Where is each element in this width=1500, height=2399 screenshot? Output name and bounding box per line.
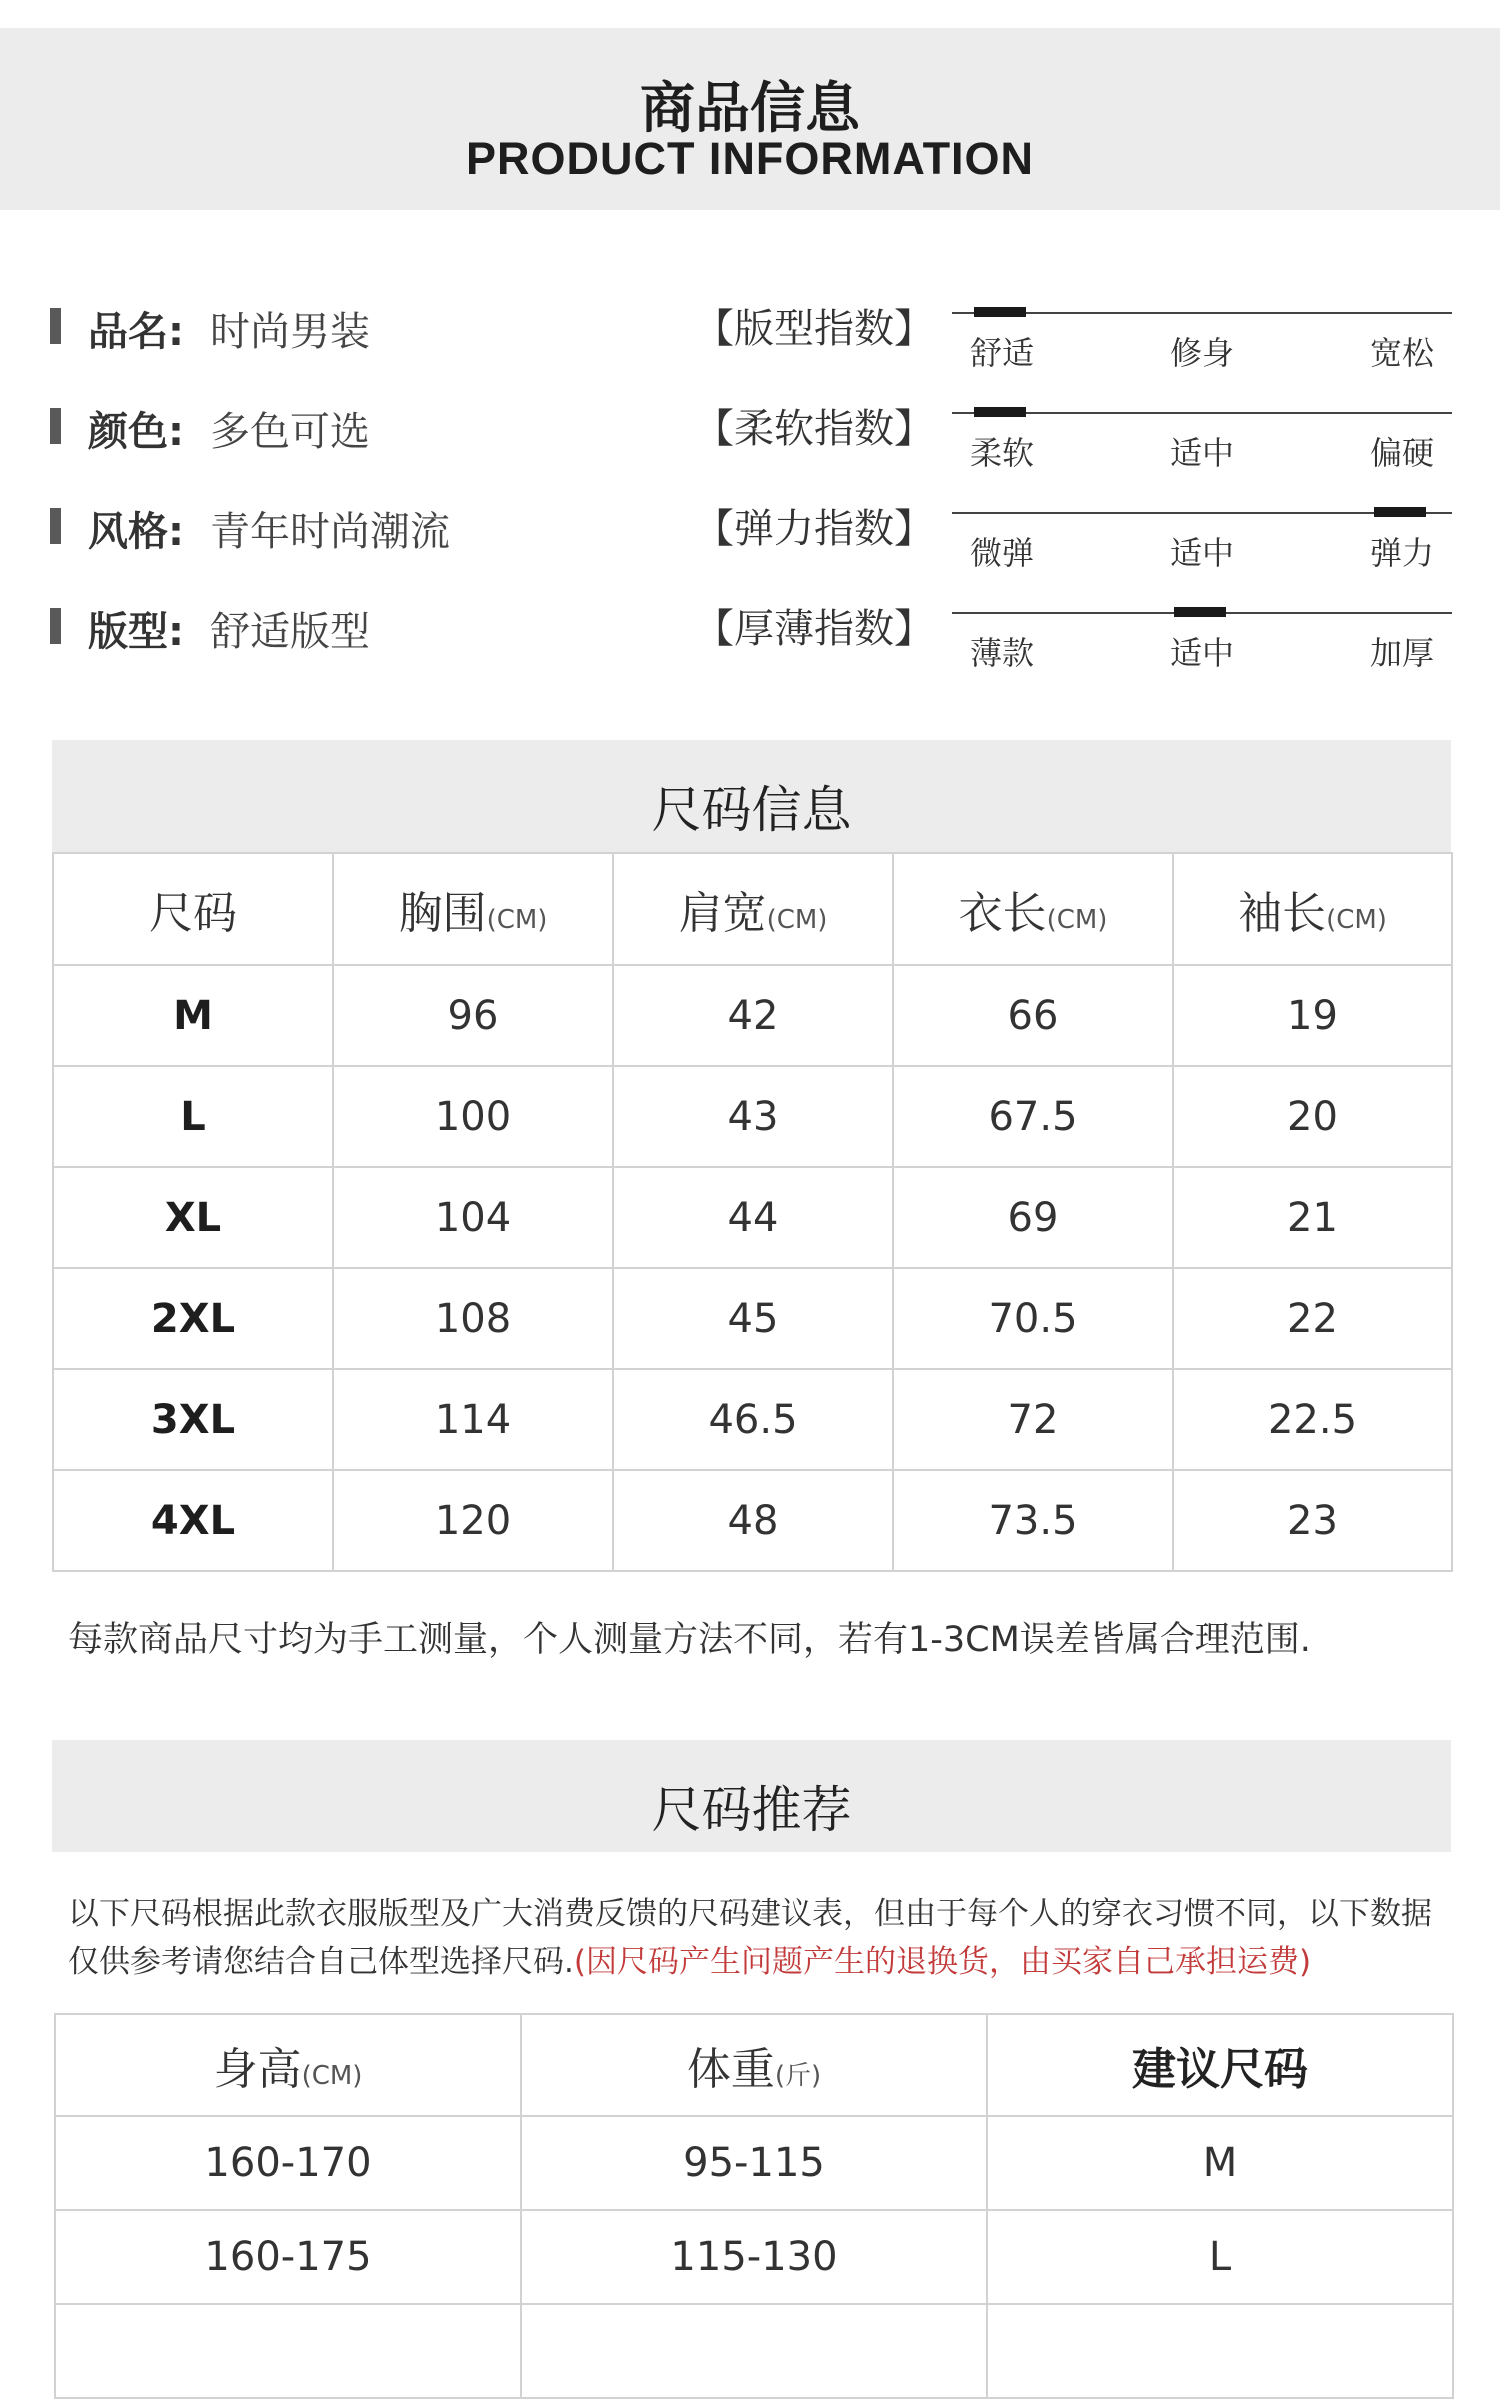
table-cell: 21 — [1173, 1167, 1452, 1268]
bullet-bar-icon — [50, 408, 61, 444]
table-row — [55, 2304, 1453, 2398]
column-header-label: 袖长 — [1238, 888, 1327, 939]
size-info-header — [52, 740, 1451, 852]
unit-label: (CM) — [766, 905, 828, 935]
table-cell: 115-130 — [521, 2210, 987, 2304]
table-cell: XL — [53, 1167, 333, 1268]
recommend-description — [68, 1890, 1448, 1986]
table-cell: 95-115 — [521, 2116, 987, 2210]
scale-line — [952, 312, 1452, 314]
column-header-label: 胸围 — [398, 888, 487, 939]
column-header — [333, 853, 613, 965]
table-cell: 69 — [893, 1167, 1173, 1268]
table-cell: 22.5 — [1173, 1369, 1452, 1470]
column-header — [53, 853, 333, 965]
scale-option: 舒适 — [970, 334, 1035, 372]
table-row — [55, 2116, 1453, 2210]
table-cell: 160-175 — [55, 2210, 521, 2304]
attr-label: 版型: — [88, 609, 184, 655]
section-title: 尺码信息 — [651, 781, 852, 839]
attr-value: 多色可选 — [210, 409, 370, 455]
scale-option: 偏硬 — [1370, 434, 1435, 472]
table-cell: 48 — [613, 1470, 893, 1571]
attr-label: 风格: — [88, 509, 184, 555]
column-header-label: 肩宽 — [678, 888, 767, 939]
table-row — [53, 1268, 1452, 1369]
table-cell: 2XL — [53, 1268, 333, 1369]
scale-option: 适中 — [1170, 634, 1235, 672]
table-cell: 114 — [333, 1369, 613, 1470]
attr-label: 品名: — [88, 309, 184, 355]
scale-marker — [974, 307, 1026, 317]
table-cell — [55, 2304, 521, 2398]
table-cell: 104 — [333, 1167, 613, 1268]
index-scale-thickness — [952, 600, 1452, 672]
index-scale-elasticity — [952, 500, 1452, 572]
attr-value: 舒适版型 — [210, 609, 370, 655]
table-cell: 44 — [613, 1167, 893, 1268]
section-title: 尺码推荐 — [651, 1781, 852, 1839]
table-cell: 45 — [613, 1268, 893, 1369]
table-cell: 43 — [613, 1066, 893, 1167]
table-row — [53, 1470, 1452, 1571]
bullet-bar-icon — [50, 308, 61, 344]
scale-line — [952, 412, 1452, 414]
scale-marker — [974, 407, 1026, 417]
table-cell: 42 — [613, 965, 893, 1066]
scale-option: 加厚 — [1370, 634, 1435, 672]
bullet-bar-icon — [50, 508, 61, 544]
table-header-row — [55, 2014, 1453, 2116]
measurement-note: 每款商品尺寸均为手工测量，个人测量方法不同，若有1-3CM误差皆属合理范围. — [68, 1620, 1311, 1660]
column-header-label: 体重 — [686, 2044, 775, 2095]
table-cell: 70.5 — [893, 1268, 1173, 1369]
table-cell: 67.5 — [893, 1066, 1173, 1167]
unit-label: (CM) — [486, 905, 548, 935]
index-label-fit: 【版型指数】 — [694, 306, 934, 352]
table-cell: 73.5 — [893, 1470, 1173, 1571]
return-warning: (因尺码产生问题产生的退换货，由买家自己承担运费) — [573, 1944, 1312, 1980]
scale-option: 适中 — [1170, 534, 1235, 572]
scale-option: 微弹 — [970, 534, 1035, 572]
table-row — [53, 1066, 1452, 1167]
scale-option: 适中 — [1170, 434, 1235, 472]
table-row — [53, 1167, 1452, 1268]
table-cell — [987, 2304, 1453, 2398]
page-subtitle: PRODUCT INFORMATION — [465, 133, 1035, 184]
table-cell: 20 — [1173, 1066, 1452, 1167]
table-cell: 72 — [893, 1369, 1173, 1470]
scale-option: 弹力 — [1370, 534, 1435, 572]
scale-option: 柔软 — [970, 434, 1035, 472]
table-cell: 22 — [1173, 1268, 1452, 1369]
index-scale-fit — [952, 300, 1452, 372]
table-header-row — [53, 853, 1452, 965]
unit-label: (CM) — [1046, 905, 1108, 935]
table-cell: 19 — [1173, 965, 1452, 1066]
recommend-text: 以下尺码根据此款衣服版型及广大消费反馈的尺码建议表，但由于每个人的穿衣习惯不同，以下数据仅供参考请您结合自己体型选择尺码. — [68, 1896, 1432, 1980]
table-cell: 4XL — [53, 1470, 333, 1571]
table-cell: 96 — [333, 965, 613, 1066]
table-cell: 23 — [1173, 1470, 1452, 1571]
table-cell: M — [987, 2116, 1453, 2210]
scale-option: 修身 — [1170, 334, 1235, 372]
unit-label: (斤) — [774, 2061, 822, 2091]
scale-option: 薄款 — [970, 634, 1035, 672]
bullet-bar-icon — [50, 608, 61, 644]
column-header — [613, 853, 893, 965]
column-header — [893, 853, 1173, 965]
column-header — [987, 2014, 1453, 2116]
column-header-label: 衣长 — [958, 888, 1047, 939]
table-cell — [521, 2304, 987, 2398]
scale-marker — [1174, 607, 1226, 617]
recommend-table — [54, 2013, 1454, 2399]
table-cell: M — [53, 965, 333, 1066]
unit-label: (CM) — [1326, 905, 1387, 935]
scale-marker — [1374, 507, 1426, 517]
column-header — [521, 2014, 987, 2116]
table-cell: 3XL — [53, 1369, 333, 1470]
table-cell: 100 — [333, 1066, 613, 1167]
table-cell: 66 — [893, 965, 1173, 1066]
table-cell: 108 — [333, 1268, 613, 1369]
index-label-softness: 【柔软指数】 — [694, 406, 934, 452]
column-header — [55, 2014, 521, 2116]
table-row — [55, 2210, 1453, 2304]
size-table — [52, 852, 1453, 1572]
product-info-header — [0, 28, 1500, 210]
unit-label: (CM) — [301, 2061, 363, 2091]
table-row — [53, 1369, 1452, 1470]
table-cell: L — [987, 2210, 1453, 2304]
page-title: 商品信息 — [639, 76, 860, 140]
size-recommend-header — [52, 1740, 1451, 1852]
column-header — [1173, 853, 1452, 965]
attr-value: 青年时尚潮流 — [210, 509, 450, 555]
column-header-label: 身高 — [213, 2044, 302, 2095]
column-header-label: 建议尺码 — [1132, 2044, 1308, 2095]
table-cell: 120 — [333, 1470, 613, 1571]
column-header-label: 尺码 — [149, 888, 237, 939]
table-cell: 160-170 — [55, 2116, 521, 2210]
scale-option: 宽松 — [1370, 334, 1435, 372]
index-label-thickness: 【厚薄指数】 — [694, 606, 934, 652]
table-cell: L — [53, 1066, 333, 1167]
attr-value: 时尚男装 — [210, 309, 370, 355]
table-row — [53, 965, 1452, 1066]
index-scale-softness — [952, 400, 1452, 472]
attr-label: 颜色: — [88, 409, 184, 455]
index-label-elasticity: 【弹力指数】 — [694, 506, 934, 552]
table-cell: 46.5 — [613, 1369, 893, 1470]
